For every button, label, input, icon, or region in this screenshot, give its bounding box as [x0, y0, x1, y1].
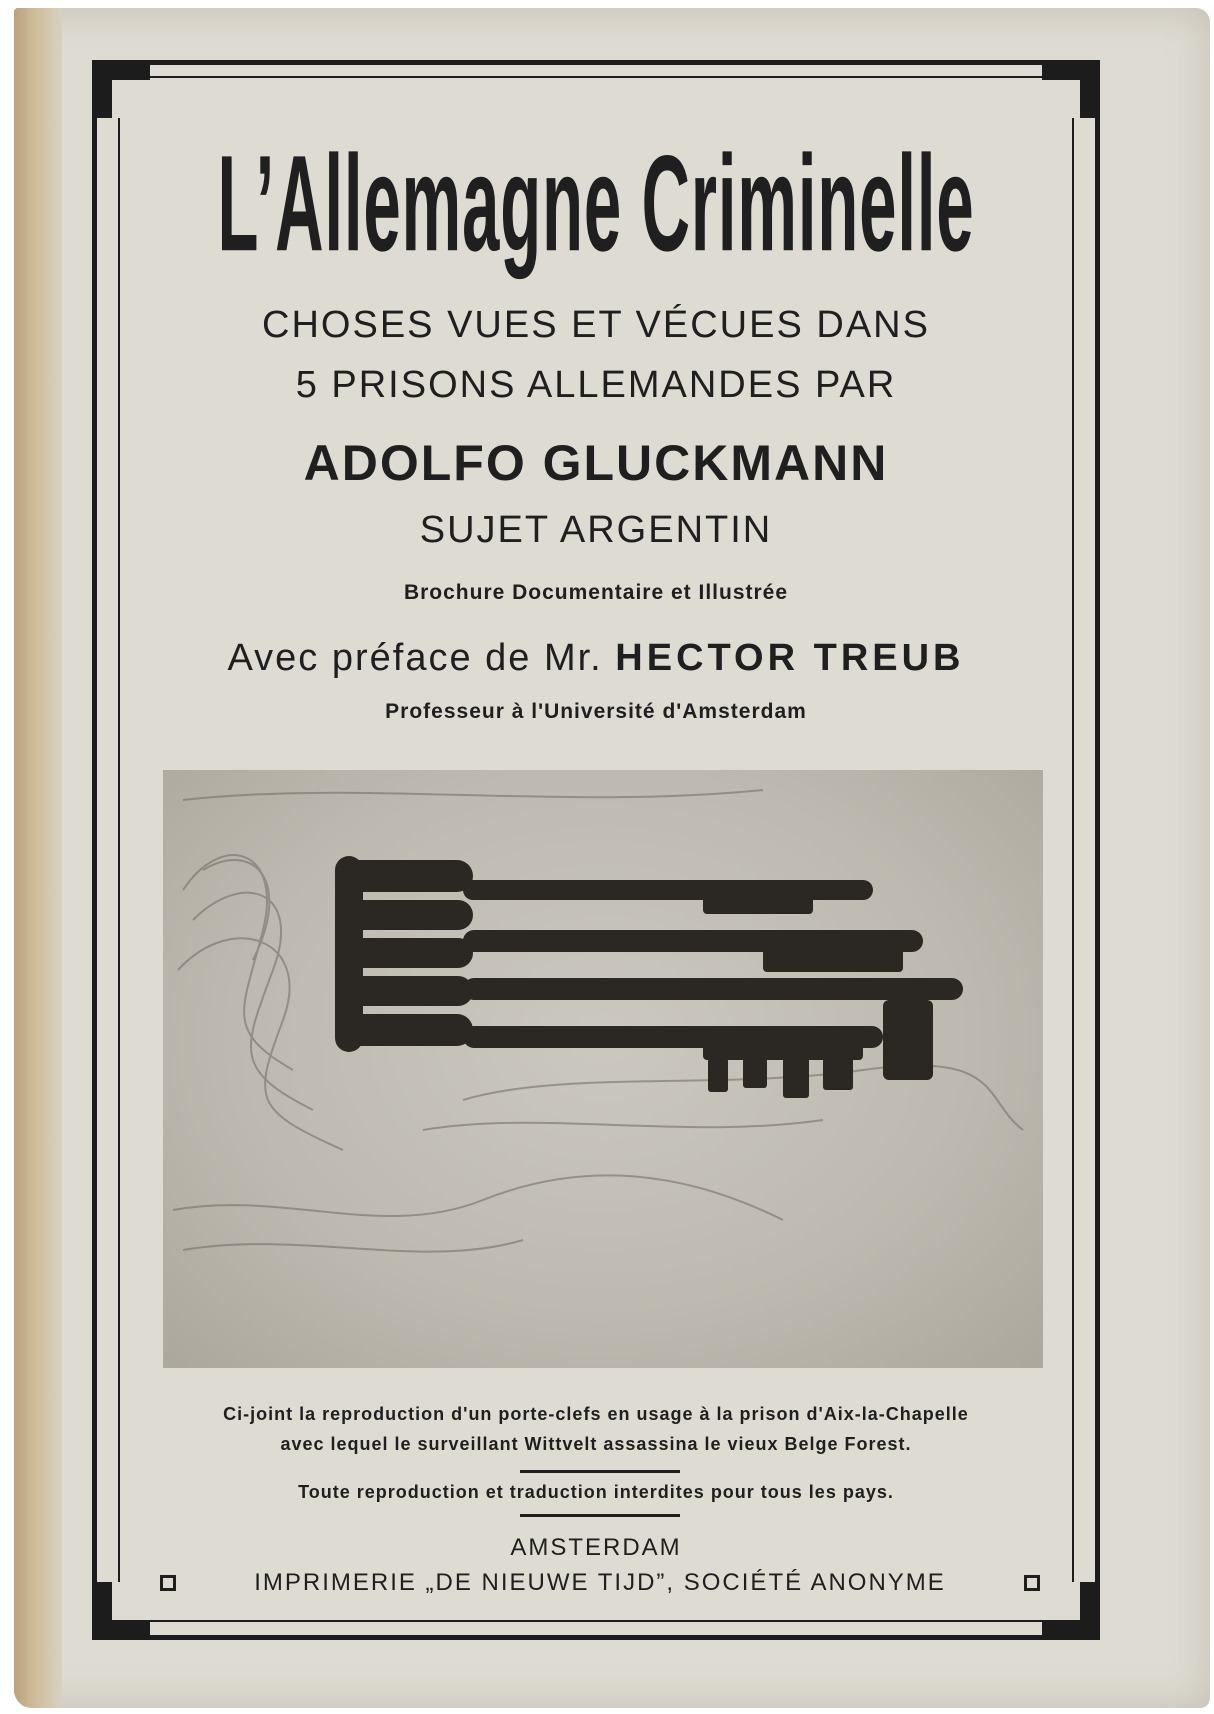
printer-line	[160, 1566, 1040, 1600]
book-spine	[14, 8, 62, 1708]
divider-upper	[520, 1470, 680, 1473]
professor-line: Professeur à l'Université d'Amsterdam	[385, 700, 807, 723]
caption-line-1: Ci-joint la reproduction d'un porte-clefs en usage à la prison d'Aix-la-Chapelle	[223, 1404, 969, 1424]
divider-lower	[520, 1514, 680, 1517]
keyring-illustration	[163, 770, 1043, 1368]
frame-corner-top-right	[1042, 60, 1100, 118]
keyring-photo	[163, 770, 1043, 1368]
preface-line	[140, 632, 1052, 684]
brochure-label: Brochure Documentaire et Illustrée	[403, 581, 789, 604]
author-name: ADOLFO GLUCKMANN	[303, 435, 889, 491]
subtitle-line-1: CHOSES VUES ET VÉCUES DANS	[262, 304, 930, 346]
key-bows	[335, 856, 473, 1052]
preface-prefix: Avec préface de Mr.	[227, 637, 603, 679]
square-ornament-right	[1024, 1575, 1040, 1591]
preface-author: HECTOR TREUB	[615, 637, 965, 679]
frame-corner-bottom-left	[92, 1582, 150, 1640]
rights-notice: Toute reproduction et traduction interdites pour tous les pays.	[298, 1482, 894, 1502]
caption-line-2: avec lequel le surveillant Wittvelt assassina le vieux Belge Forest.	[280, 1434, 912, 1454]
author-nationality: SUJET ARGENTIN	[419, 509, 773, 551]
frame-corner-bottom-right	[1042, 1582, 1100, 1640]
printer-name: IMPRIMERIE „DE NIEUWE TIJD”, SOCIÉTÉ ANONYME	[254, 1569, 946, 1596]
cover-title: L’Allemagne Criminelle	[217, 126, 975, 280]
frame-corner-top-left	[92, 60, 150, 118]
square-ornament-left	[160, 1575, 176, 1591]
publication-city: AMSTERDAM	[510, 1534, 682, 1561]
subtitle-line-2: 5 PRISONS ALLEMANDES PAR	[295, 364, 897, 406]
